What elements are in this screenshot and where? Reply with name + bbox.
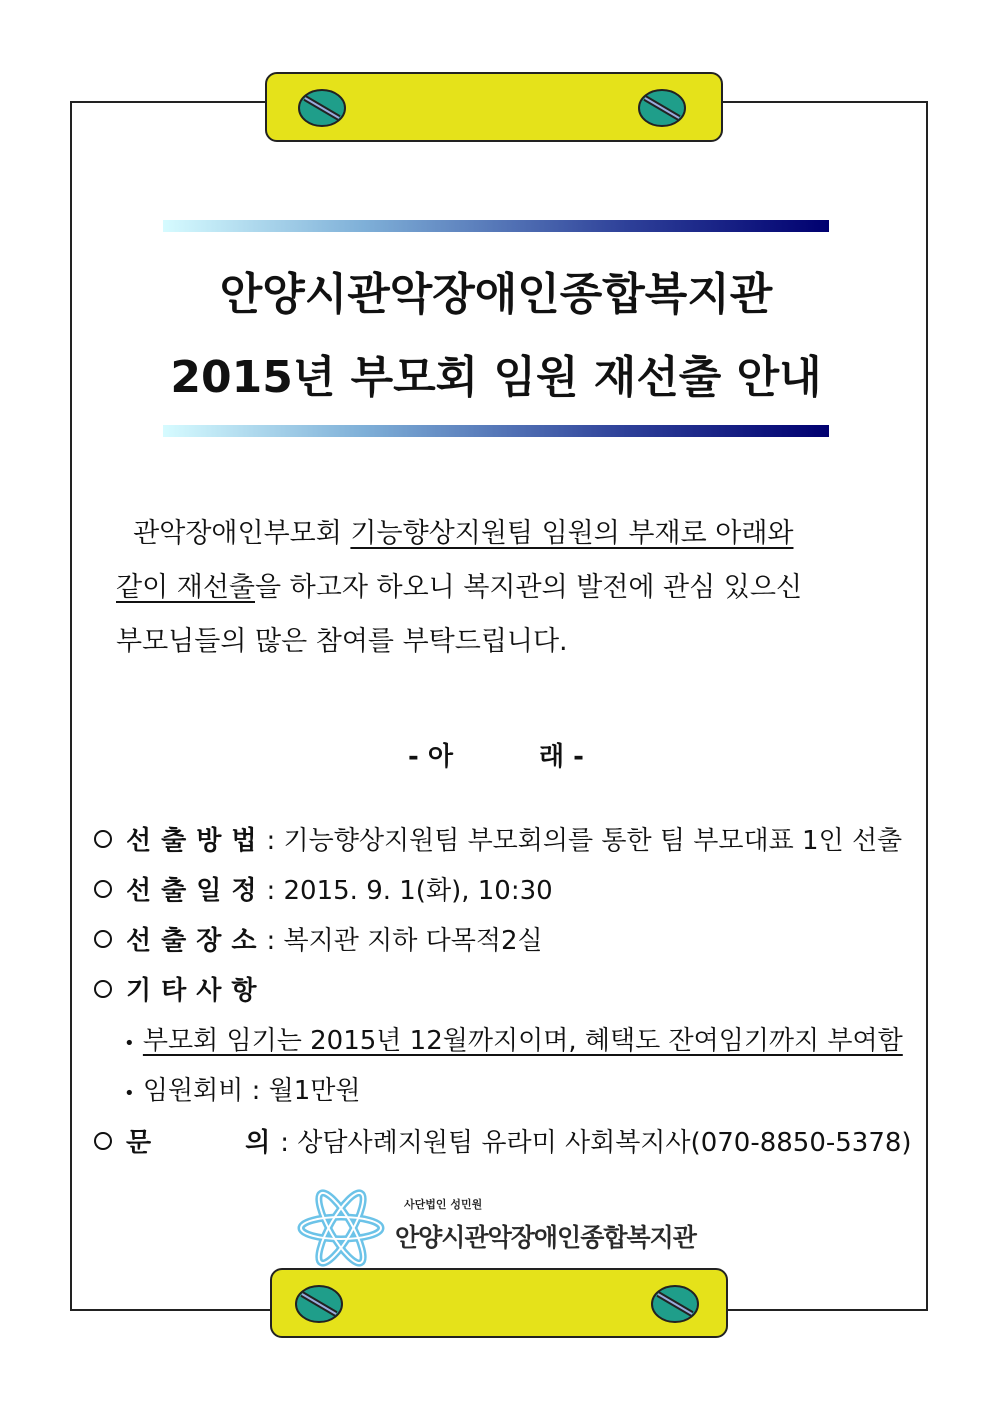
item-method — [94, 820, 902, 857]
item-place-label: 선출장소 — [126, 926, 267, 956]
item-contact-label-right: 의 — [245, 1128, 281, 1158]
item-date-value: : 2015. 9. 1(화), 10:30 — [266, 876, 553, 906]
title-line-2: 2015년 부모회 임원 재선출 안내 — [170, 352, 822, 403]
title-line-1: 안양시관악장애인종합복지관 — [219, 269, 773, 320]
screw-icon — [650, 1282, 700, 1324]
circle-bullet-icon — [94, 830, 112, 848]
item-date — [94, 870, 553, 907]
intro-line-1 — [116, 507, 876, 561]
intro-paragraph — [116, 507, 876, 669]
section-heading-left: - 아 — [408, 742, 453, 772]
section-heading — [0, 736, 992, 773]
item-etc-sub-2-text: 임원회비 : 월1만원 — [142, 1076, 361, 1106]
intro-line-1-underlined: 기능향상지원팀 임원의 부재로 아래와 — [350, 518, 794, 549]
item-etc-sub-2 — [124, 1070, 361, 1107]
title-rule-top — [163, 220, 829, 232]
circle-bullet-icon — [94, 930, 112, 948]
circle-bullet-icon — [94, 980, 112, 998]
logo-name: 안양시관악장애인종합복지관 — [395, 1223, 696, 1252]
item-place — [94, 920, 543, 957]
top-clip — [265, 72, 723, 142]
flower-logo-icon — [293, 1188, 389, 1268]
item-etc — [94, 970, 266, 1007]
circle-bullet-icon — [94, 1132, 112, 1150]
item-etc-sub-1-text: 부모회 임기는 2015년 12월까지이며, 혜택도 잔여임기까지 부여함 — [142, 1026, 903, 1056]
intro-line-2 — [116, 561, 876, 615]
item-place-value: : 복지관 지하 다목적2실 — [266, 926, 543, 956]
circle-bullet-icon — [94, 880, 112, 898]
item-etc-label: 기타사항 — [126, 976, 267, 1006]
intro-line-2-plain: 을 하고자 하오니 복지관의 발전에 관심 있으신 — [255, 572, 803, 603]
item-method-value: : 기능향상지원팀 부모회의를 통한 팀 부모대표 1인 선출 — [266, 826, 903, 856]
logo-small-text: 사단법인 성민원 — [404, 1198, 483, 1211]
item-etc-sub-1 — [124, 1020, 903, 1057]
bottom-clip — [270, 1268, 728, 1338]
screw-icon — [297, 86, 347, 128]
screw-icon — [294, 1282, 344, 1324]
intro-line-1-plain: 관악장애인부모회 — [133, 518, 351, 549]
intro-line-3: 부모님들의 많은 참여를 부탁드립니다. — [116, 626, 568, 657]
intro-line-2-underlined: 같이 재선출 — [116, 572, 255, 603]
dot-bullet-icon: • — [124, 1083, 135, 1104]
section-heading-right: 래 - — [539, 742, 584, 772]
item-date-label: 선출일정 — [126, 876, 267, 906]
screw-icon — [637, 86, 687, 128]
title-rule-bottom — [163, 425, 829, 437]
dot-bullet-icon: • — [124, 1033, 135, 1054]
item-method-label: 선출방법 — [126, 826, 267, 856]
item-contact-value: : 상담사례지원팀 유라미 사회복지사(070-8850-5378) — [280, 1128, 912, 1158]
item-contact-label-left: 문 — [126, 1128, 162, 1158]
item-contact — [94, 1122, 912, 1159]
